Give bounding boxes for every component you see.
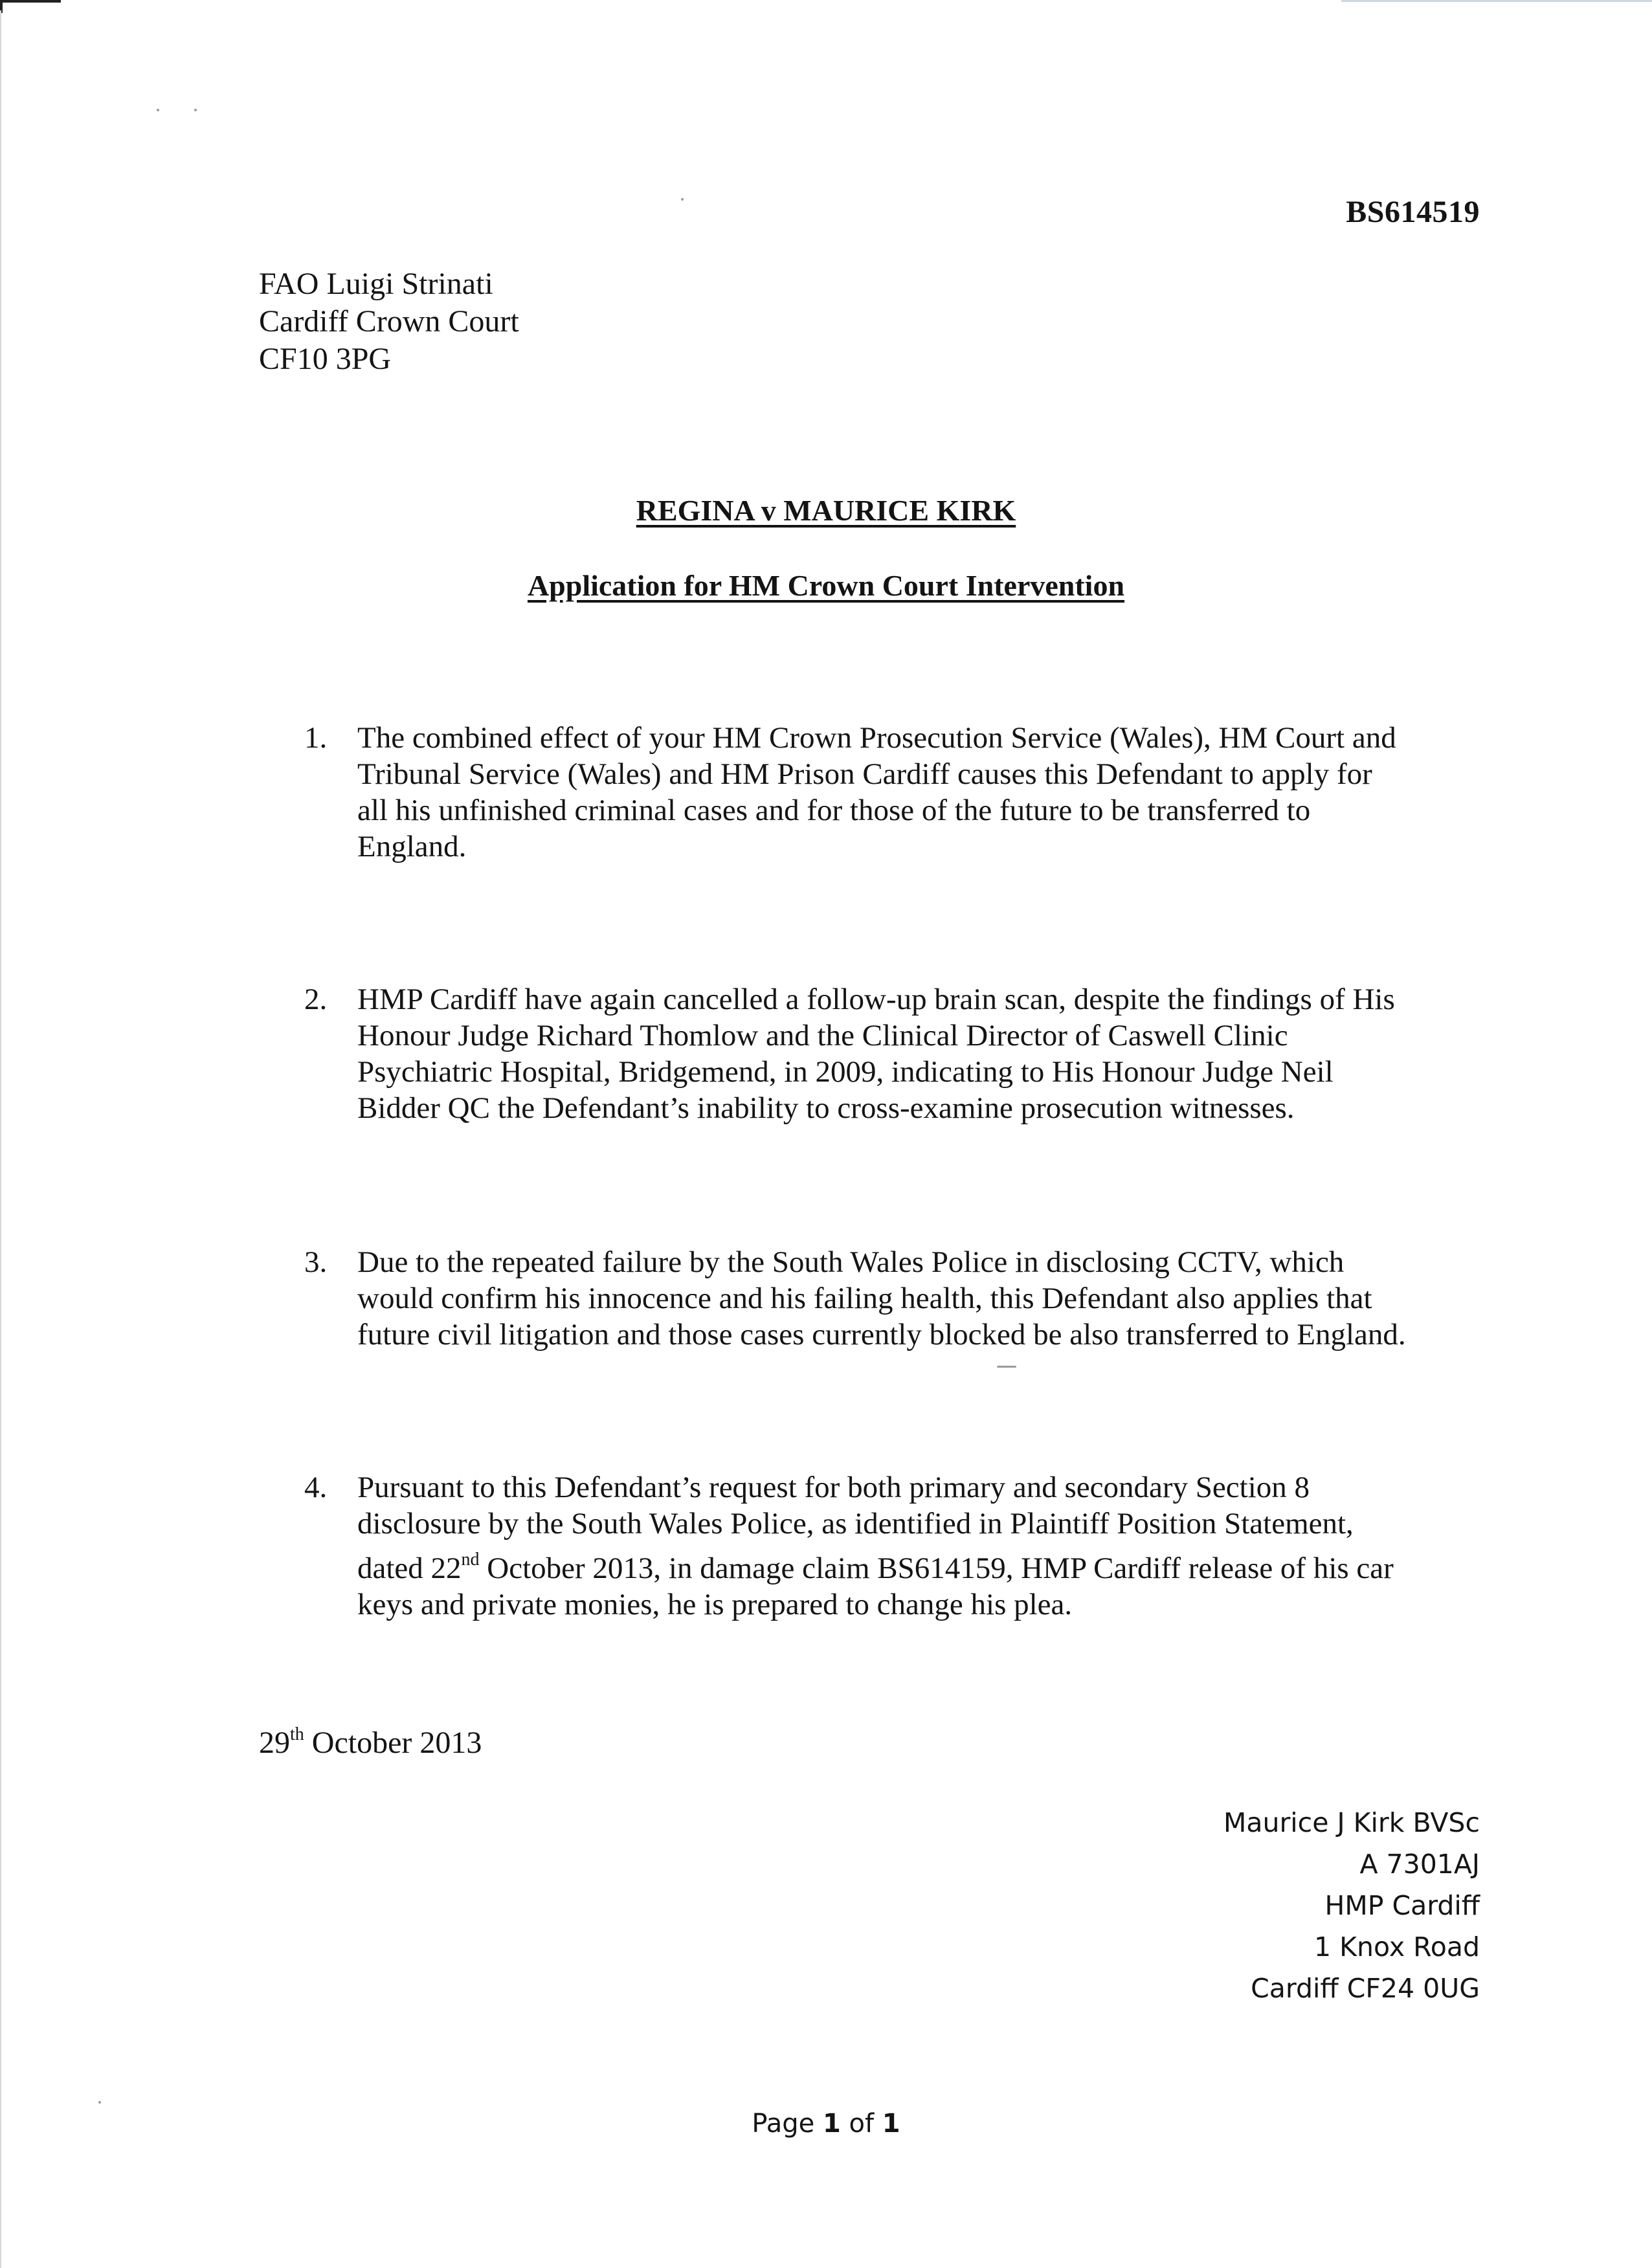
sender-city: Cardiff CF24 0UG bbox=[1251, 1973, 1480, 2004]
paragraph-line: England. bbox=[357, 830, 467, 863]
sender-address bbox=[1223, 1802, 1480, 2009]
paragraph-text bbox=[357, 1244, 1489, 1353]
paragraph-line: Bidder QC the Defendant’s inability to cross-examine prosecution witnesses. bbox=[357, 1091, 1295, 1125]
paragraph-number: 2. bbox=[304, 983, 328, 1016]
reference-number: BS614519 bbox=[1346, 195, 1480, 229]
paragraph-line: Pursuant to this Defendant’s request for both primary and secondary Section 8 bbox=[357, 1471, 1310, 1504]
numbered-paragraph bbox=[304, 1244, 1489, 1353]
numbered-paragraph bbox=[304, 720, 1489, 865]
scan-speck bbox=[997, 1366, 1016, 1368]
sender-institution: HMP Cardiff bbox=[1324, 1890, 1480, 1921]
paragraph-line: Tribunal Service (Wales) and HM Prison Cardiff causes this Defendant to apply for bbox=[357, 757, 1372, 791]
date-day: 29 bbox=[259, 1726, 290, 1760]
paragraph-line: The combined effect of your HM Crown Prosecution Service (Wales), HM Court and bbox=[357, 721, 1396, 755]
paragraph-line: Psychiatric Hospital, Bridgemend, in 2009, indicating to His Honour Judge Neil bbox=[357, 1055, 1334, 1089]
scan-edge-mark bbox=[0, 10, 1, 2268]
scan-speck bbox=[98, 2101, 101, 2104]
sender-name: Maurice J Kirk BVSc bbox=[1223, 1807, 1480, 1838]
date-ordinal-suffix: th bbox=[290, 1724, 304, 1744]
page-word: Page bbox=[752, 2109, 823, 2139]
address-line: FAO Luigi Strinati bbox=[259, 267, 493, 301]
paragraph-text bbox=[357, 981, 1489, 1126]
address-line: CF10 3PG bbox=[259, 342, 392, 376]
scan-edge-mark bbox=[1341, 0, 1652, 2]
case-title: REGINA v MAURICE KIRK bbox=[636, 494, 1016, 527]
application-title: Application for HM Crown Court Intervention bbox=[527, 569, 1125, 602]
paragraph-line: all his unfinished criminal cases and for those of the future to be transferred to bbox=[357, 794, 1311, 827]
of-word: of bbox=[840, 2109, 882, 2139]
paragraph-text bbox=[357, 720, 1489, 865]
paragraph-line: keys and private monies, he is prepared to change his plea. bbox=[357, 1588, 1073, 1621]
paragraph-line: disclosure by the South Wales Police, as identified in Plaintiff Position Statement, bbox=[357, 1507, 1354, 1540]
date-text: dated 22 bbox=[357, 1551, 462, 1585]
paragraph-number: 3. bbox=[304, 1245, 328, 1279]
scan-edge-mark bbox=[0, 0, 61, 13]
ordinal-suffix: nd bbox=[461, 1550, 480, 1570]
paragraph-line: would confirm his innocence and his failing health, this Defendant also applies that bbox=[357, 1282, 1372, 1315]
sender-street: 1 Knox Road bbox=[1314, 1931, 1480, 1962]
page-number-footer bbox=[0, 2109, 1652, 2139]
numbered-paragraph bbox=[304, 1469, 1489, 1623]
scan-speck bbox=[681, 198, 684, 201]
paragraph-line: Honour Judge Richard Thomlow and the Clinical Director of Caswell Clinic bbox=[357, 1019, 1288, 1052]
paragraph-text bbox=[357, 1469, 1489, 1623]
total-pages: 1 bbox=[882, 2109, 900, 2139]
paragraph-number: 1. bbox=[304, 721, 328, 755]
prisoner-number: A 7301AJ bbox=[1359, 1849, 1480, 1880]
numbered-paragraph bbox=[304, 981, 1489, 1126]
date-text: October 2013, in damage claim BS614159, HMP Cardiff release of his car bbox=[479, 1551, 1394, 1585]
paragraph-line: HMP Cardiff have again cancelled a follow-up brain scan, despite the findings of His bbox=[357, 983, 1395, 1016]
paragraph-line: Due to the repeated failure by the South Wales Police in disclosing CCTV, which bbox=[357, 1245, 1345, 1279]
paragraph-line: future civil litigation and those cases currently blocked be also transferred to England. bbox=[357, 1318, 1406, 1351]
scan-speck bbox=[157, 109, 159, 111]
scan-speck bbox=[194, 109, 197, 111]
letter-date bbox=[259, 1724, 482, 1761]
date-month-year: October 2013 bbox=[304, 1726, 482, 1760]
current-page: 1 bbox=[822, 2109, 841, 2139]
paragraph-line bbox=[357, 1542, 1489, 1586]
paragraph-number: 4. bbox=[304, 1471, 328, 1504]
address-line: Cardiff Crown Court bbox=[259, 304, 519, 339]
recipient-address bbox=[259, 265, 519, 378]
